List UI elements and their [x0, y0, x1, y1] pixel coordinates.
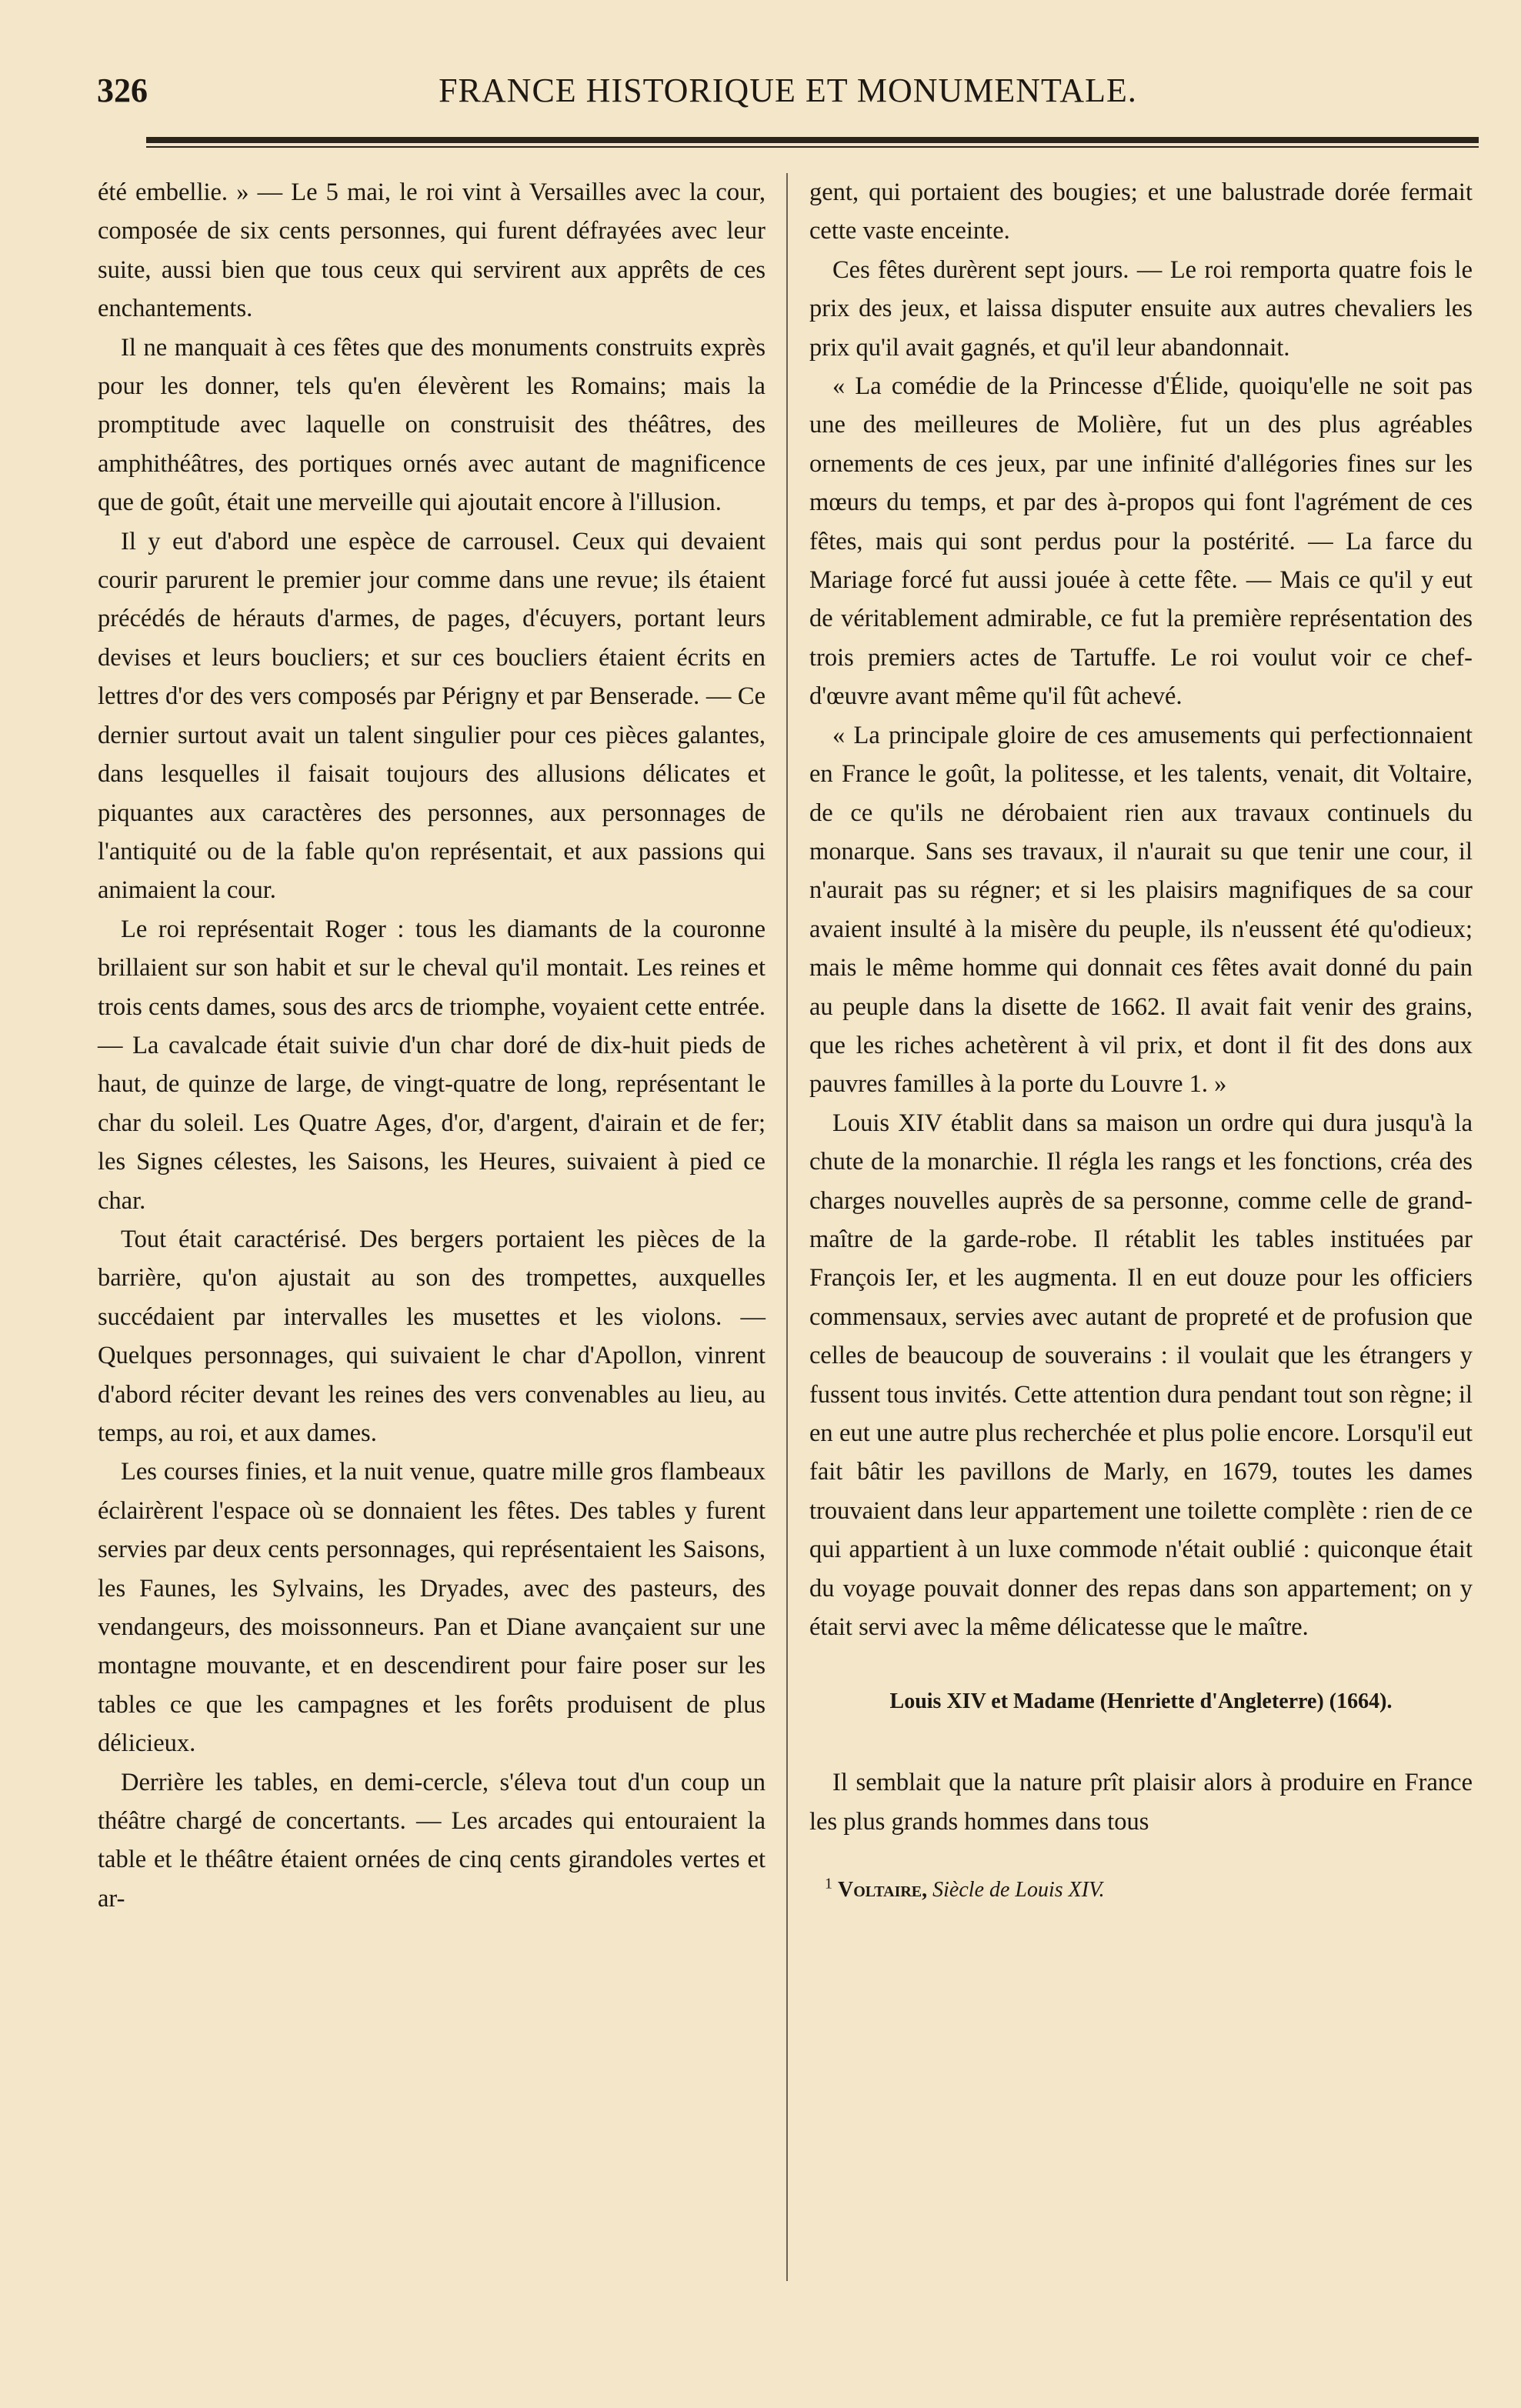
- paragraph: gent, qui portaient des bougies; et une balustrade dorée fermait cette vaste enceinte.: [809, 178, 1473, 245]
- paragraph: Les courses finies, et la nuit venue, quatre mille gros flambeaux éclairèrent l'espace où se donnaient les fêtes. Des tables y furent servies par deux cents personnages, qui représentaient les Saisons, les Faunes, les Sylvains, les Dryades, avec des pasteurs, des vendangeurs, des moissonneurs. Pan et Diane avançaient sur une montagne mouvante, et en descendirent pour faire poser sur les tables ce que les campagnes et les forêts produisent de plus délicieux.: [98, 1458, 766, 1758]
- paragraph: Derrière les tables, en demi-cercle, s'éleva tout d'un coup un théâtre chargé de concertants. — Les arcades qui entouraient la table et le théâtre étaient ornées de cinq cents girandoles vertes et ar-: [98, 1768, 766, 1913]
- paragraph: Il semblait que la nature prît plaisir alors à produire en France les plus grands hommes dans tous: [809, 1769, 1473, 1836]
- page-number: 326: [97, 72, 148, 109]
- paragraph: Louis XIV établit dans sa maison un ordre qui dura jusqu'à la chute de la monarchie. Il régla les rangs et les fonctions, créa des charges nouvelles auprès de sa personne, comme celle de grand-maître de la garde-robe. Il rétablit les tables instituées par François Ier, et les augmenta. Il en eut douze pour les officiers commensaux, servies avec autant de propreté et de profusion que celles de beaucoup de souverains : il voulait que les étrangers y fussent tous invités. Cette attention dura pendant tout son règne; il en eut une autre plus recherchée et plus polie encore. Lorsqu'il eut fait bâtir les pavillons de Marly, en 1679, toutes les dames trouvaient dans leur appartement une toilette complète : rien de ce qui appartient à un luxe commode n'était oublié : quiconque était du voyage pouvait donner des repas dans son appartement; on y était servi avec la même délicatesse que le maître.: [809, 1109, 1473, 1642]
- paragraph: « La comédie de la Princesse d'Élide, quoiqu'elle ne soit pas une des meilleures de Molière, fut un des plus agréables ornements de ces jeux, par une infinité d'allégories fines sur les mœurs du temps, et par des à-propos qui font l'agrément de ces fêtes, mais qui sont perdus pour la postérité. — La farce du Mariage forcé fut aussi jouée à cette fête. — Mais ce qu'il y eut de véritablement admirable, ce fut la première représentation des trois premiers actes de Tartuffe. Le roi voulut voir ce chef-d'œuvre avant même qu'il fût achevé.: [809, 372, 1473, 711]
- paragraph: Il y eut d'abord une espèce de carrousel. Ceux qui devaient courir parurent le premier jour comme dans une revue; ils étaient précédés de hérauts d'armes, de pages, d'écuyers, portant leurs devises et leurs boucliers; et sur ces boucliers étaient écrits en lettres d'or des vers composés par Périgny et par Benserade. — Ce dernier surtout avait un talent singulier pour ces pièces galantes, dans lesquelles il faisait toujours des allusions délicates et piquantes aux caractères des personnes, aux personnages de l'antiquité ou de la fable qu'on représentait, et aux passions qui animaient la cour.: [98, 527, 766, 905]
- paragraph: Le roi représentait Roger : tous les diamants de la couronne brillaient sur son habit et sur le cheval qu'il montait. Les reines et trois cents dames, sous des arcs de triomphe, voyaient cette entrée. — La cavalcade était suivie d'un char doré de dix-huit pieds de haut, de quinze de large, de vingt-quatre de long, représentant le char du soleil. Les Quatre Ages, d'or, d'argent, d'airain et de fer; les Signes célestes, les Saisons, les Heures, suivaient à pied ce char.: [98, 915, 766, 1215]
- right-column: [809, 173, 1473, 1906]
- footnote-work: Siècle de Louis XIV.: [932, 1878, 1105, 1903]
- header-rule-thin: [146, 146, 1479, 148]
- page-header: [97, 71, 1479, 120]
- paragraph: Tout était caractérisé. Des bergers portaient les pièces de la barrière, qu'on ajustait au son des trompettes, auxquelles succédaient par intervalles les musettes et les violons. — Quelques personnages, qui suivaient le char d'Apollon, vinrent d'abord réciter devant les reines des vers convenables au lieu, au temps, au roi, et aux dames.: [98, 1225, 766, 1447]
- footnote-author: Voltaire,: [838, 1878, 928, 1903]
- running-title: FRANCE HISTORIQUE ET MONUMENTALE.: [439, 72, 1137, 109]
- header-rule-thick: [146, 137, 1479, 143]
- illustration-caption: Louis XIV et Madame (Henriette d'Angleterre) (1664).: [889, 1689, 1393, 1714]
- paragraph: « La principale gloire de ces amusements qui perfectionnaient en France le goût, la politesse, et les talents, venait, dit Voltaire, de ce qu'ils ne dérobaient rien aux travaux continuels du monarque. Sans ses travaux, il n'aurait su que tenir une cour, il n'aurait pas su régner; et si les plaisirs magnifiques de sa cour avaient insulté à la misère du peuple, ils n'eussent été qu'odieux; mais le même homme qui donnait ces fêtes avait donné du pain au peuple dans la disette de 1662. Il avait fait venir des grains, que les riches achetèrent à vil prix, et dont il fit des dons aux pauvres familles à la porte du Louvre 1. »: [809, 721, 1473, 1099]
- left-column: [98, 173, 766, 1918]
- column-divider: [786, 173, 788, 2281]
- paragraph: Il ne manquait à ces fêtes que des monuments construits exprès pour les donner, tels qu'en élevèrent les Romains; mais la promptitude avec laquelle on construisit des théâtres, des amphithéâtres, des portiques ornés avec autant de magnificence que de goût, était une merveille qui ajoutait encore à l'illusion.: [98, 333, 766, 517]
- paragraph: été embellie. » — Le 5 mai, le roi vint à Versailles avec la cour, composée de six cents personnes, qui furent défrayées avec leur suite, aussi bien que tous ceux qui servirent aux apprêts de ces enchantements.: [98, 178, 766, 323]
- footnote: [809, 1875, 1473, 1906]
- paragraph: Ces fêtes durèrent sept jours. — Le roi remporta quatre fois le prix des jeux, et laissa disputer ensuite aux autres chevaliers les prix qu'il avait gagnés, et qu'il leur abandonnait.: [809, 255, 1473, 362]
- footnote-marker: 1: [825, 1875, 832, 1893]
